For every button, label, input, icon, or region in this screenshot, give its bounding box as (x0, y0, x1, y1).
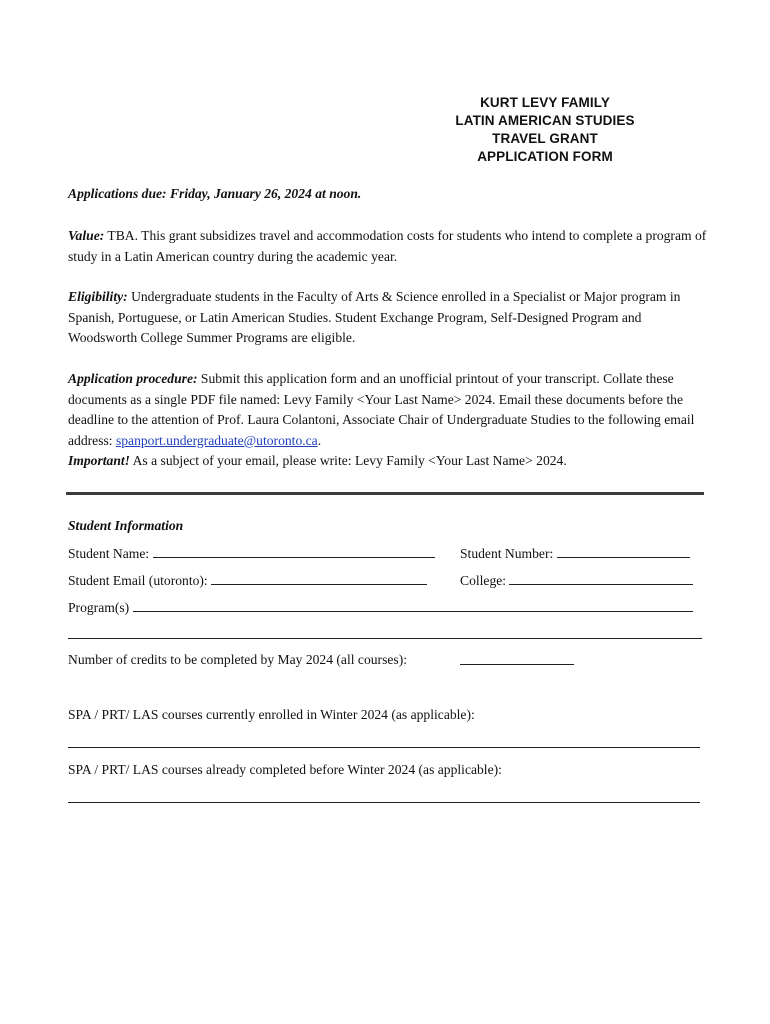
eligibility-label: Eligibility: (68, 289, 128, 304)
student-name-label: Student Name: (68, 546, 153, 561)
student-name-row (68, 544, 435, 563)
value-label: Value: (68, 228, 105, 243)
college-row (460, 571, 693, 590)
student-email-row (68, 571, 427, 590)
eligibility-text: Undergraduate students in the Faculty of Arts & Science enrolled in a Specialist or Major program in Spanish, Portuguese, or Latin American Studies. Student Exchange Program, Self-Designed Program and Woodsworth College Summer Programs are eligible. (68, 289, 681, 346)
student-name-field[interactable] (153, 544, 435, 558)
credits-field-wrap (460, 651, 574, 670)
title-line-1: KURT LEVY FAMILY (480, 95, 610, 110)
college-label: College: (460, 573, 510, 588)
current-courses-field[interactable] (68, 747, 700, 748)
procedure-label: Application procedure: (68, 371, 198, 386)
student-email-field[interactable] (211, 571, 427, 585)
student-number-row (460, 544, 690, 563)
procedure-paragraph (68, 369, 708, 472)
applications-due: Applications due: Friday, January 26, 2024 at noon. (68, 186, 362, 201)
procedure-text: Submit this application form and an unofficial printout of your transcript. Collate these documents as a single PDF file named: Levy Family <Your Last Name> 2024. Email these documents before the deadline to the attention of Prof. Laura Colantoni, Associate Chair of Undergraduate Studies to the following email address: (68, 371, 695, 448)
completed-courses-label: SPA / PRT/ LAS courses already completed before Winter 2024 (as applicable): (68, 762, 502, 777)
email-link[interactable]: spanport.undergraduate@utoronto.ca (115, 432, 318, 448)
credits-label: Number of credits to be completed by May 2024 (all courses): (68, 652, 407, 667)
completed-courses-field[interactable] (68, 802, 700, 803)
section-divider (66, 492, 704, 495)
value-paragraph (68, 226, 708, 267)
current-courses-label: SPA / PRT/ LAS courses currently enrolled in Winter 2024 (as applicable): (68, 707, 475, 722)
credits-field[interactable] (460, 651, 574, 665)
student-email-label: Student Email (utoronto): (68, 573, 212, 588)
title-line-4: APPLICATION FORM (477, 149, 613, 164)
program-label: Program(s) (68, 600, 133, 615)
form-title (380, 94, 710, 166)
procedure-end: . (317, 432, 322, 448)
value-text: TBA. This grant subsidizes travel and accommodation costs for students who intend to complete a program of study in a Latin American country during the academic year. (68, 228, 707, 264)
title-line-2: LATIN AMERICAN STUDIES (455, 113, 635, 128)
credits-row (68, 651, 407, 669)
eligibility-paragraph (68, 287, 708, 349)
student-number-label: Student Number: (460, 546, 557, 561)
student-number-field[interactable] (557, 544, 690, 558)
college-field[interactable] (509, 571, 693, 585)
program-continuation-line[interactable] (68, 638, 702, 639)
program-row (68, 598, 693, 617)
program-field[interactable] (133, 598, 693, 612)
important-label: Important! (68, 453, 130, 469)
title-line-3: TRAVEL GRANT (492, 131, 598, 146)
section-title: Student Information (68, 518, 184, 533)
important-text: As a subject of your email, please write: Levy Family <Your Last Name> 2024. (129, 453, 567, 469)
